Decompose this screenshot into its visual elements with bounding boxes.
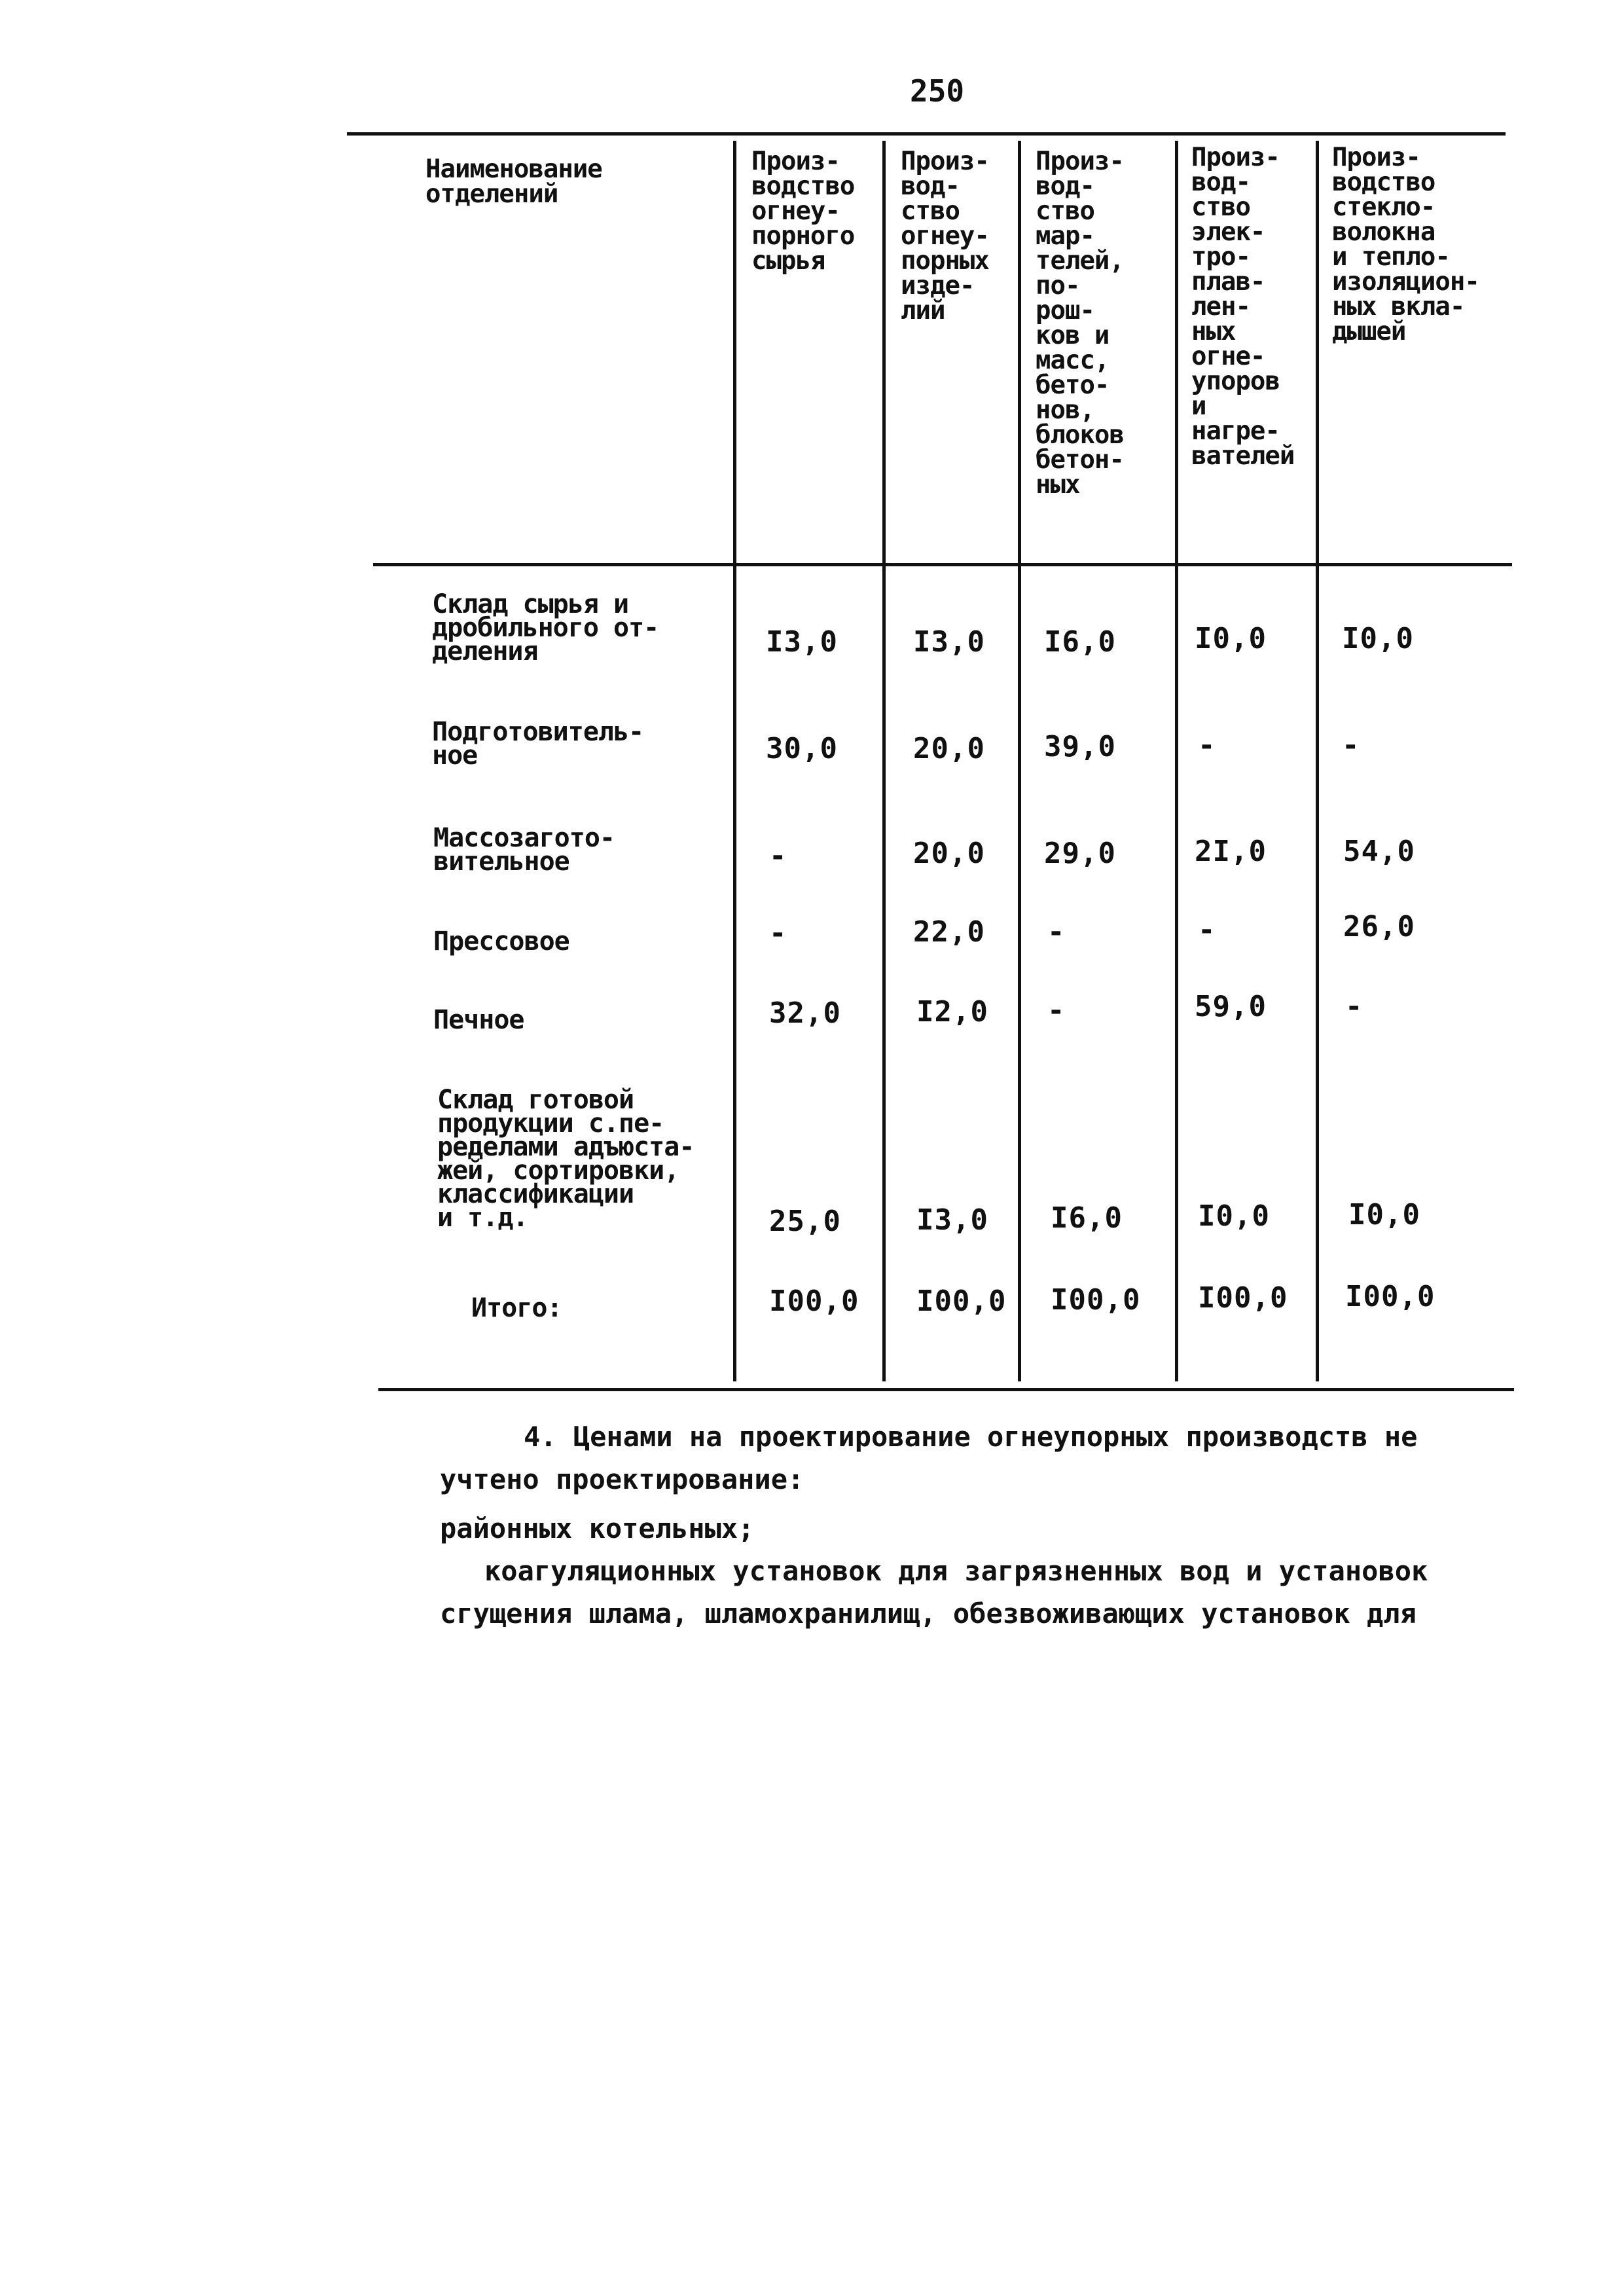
column-header: Произ- водство стекло- волокна и тепло- изоляцион- ных вкла- дышей — [1332, 143, 1479, 346]
table-cell: I0,0 — [1198, 1199, 1270, 1233]
total-cell: I00,0 — [916, 1285, 1007, 1318]
table-cell: I2,0 — [916, 995, 988, 1029]
table-column-divider — [1175, 141, 1178, 1381]
row-label: Склад сырья и дробильного от- деления — [432, 589, 659, 666]
table-cell: 20,0 — [913, 837, 985, 870]
table-bottom-rule — [378, 1388, 1514, 1391]
table-cell: 32,0 — [769, 996, 841, 1030]
row-label: Подготовитель- ное — [432, 717, 644, 771]
paragraph-line: сгущения шлама, шламохранилищ, обезвоживающих установок для — [440, 1597, 1416, 1630]
table-column-divider — [1316, 141, 1319, 1381]
table-cell: - — [1047, 994, 1066, 1027]
table-cell: I0,0 — [1195, 622, 1267, 655]
table-cell: - — [769, 917, 787, 950]
table-cell: 25,0 — [769, 1205, 841, 1238]
row-label: Печное — [433, 1005, 524, 1035]
table-cell: - — [769, 839, 787, 873]
total-cell: I00,0 — [1345, 1280, 1435, 1313]
corner-header: Наименование отделений — [425, 155, 602, 209]
paragraph-line: 4. Ценами на проектирование огнеупорных производств не — [524, 1421, 1418, 1453]
table-header-rule — [373, 563, 1512, 566]
table-column-divider — [1018, 141, 1021, 1381]
table-cell: 30,0 — [766, 732, 838, 765]
column-header: Произ- водство огнеу- порного сырья — [751, 147, 855, 276]
row-label: Склад готовой продукции с.пе- ределами адъюста- жей, сортировки, классификации и т.д. — [437, 1085, 695, 1233]
table-cell: I6,0 — [1051, 1201, 1123, 1235]
table-cell: - — [1047, 915, 1066, 949]
table-cell: I0,0 — [1342, 622, 1414, 655]
paragraph-line: коагуляционных установок для загрязненных вод и установок — [484, 1555, 1428, 1587]
table-cell: 26,0 — [1343, 910, 1415, 943]
table-cell: - — [1198, 729, 1216, 762]
table-cell: I0,0 — [1348, 1198, 1420, 1231]
row-label: Массозагото- вительное — [433, 823, 615, 877]
table-cell: I3,0 — [766, 625, 838, 659]
table-cell: 59,0 — [1195, 990, 1267, 1023]
column-header: Произ- вод- ство элек- тро- плав- лен- ных огне- упоров и нагре- вателей — [1191, 143, 1295, 471]
table-cell: - — [1345, 990, 1363, 1023]
total-cell: I00,0 — [769, 1285, 859, 1318]
table-cell: - — [1198, 913, 1216, 947]
total-label: Итого: — [471, 1293, 562, 1323]
page-number: 250 — [910, 73, 965, 109]
row-label: Прессовое — [433, 926, 569, 957]
table-column-divider — [882, 141, 886, 1381]
table-cell: 39,0 — [1044, 730, 1116, 763]
table-cell: I3,0 — [916, 1203, 988, 1237]
paragraph-line: учтено проектирование: — [440, 1463, 804, 1495]
table-cell: 22,0 — [913, 915, 985, 949]
table-column-divider — [733, 141, 736, 1381]
table-cell: 20,0 — [913, 732, 985, 765]
table-cell: I3,0 — [913, 625, 985, 659]
paragraph-line: районных котельных; — [440, 1512, 755, 1544]
table-cell: 2I,0 — [1195, 835, 1267, 868]
table-cell: 29,0 — [1044, 837, 1116, 870]
table-top-rule — [347, 132, 1506, 136]
total-cell: I00,0 — [1051, 1283, 1141, 1317]
column-header: Произ- вод- ство огнеу- порных изде- лий — [901, 147, 989, 325]
column-header: Произ- вод- ство мар- телей, по- рош- ков и масс, бето- нов, блоков бетон- ных — [1036, 147, 1124, 500]
total-cell: I00,0 — [1198, 1281, 1288, 1315]
table-cell: I6,0 — [1044, 625, 1116, 659]
table-cell: - — [1342, 729, 1360, 762]
table-cell: 54,0 — [1343, 835, 1415, 868]
